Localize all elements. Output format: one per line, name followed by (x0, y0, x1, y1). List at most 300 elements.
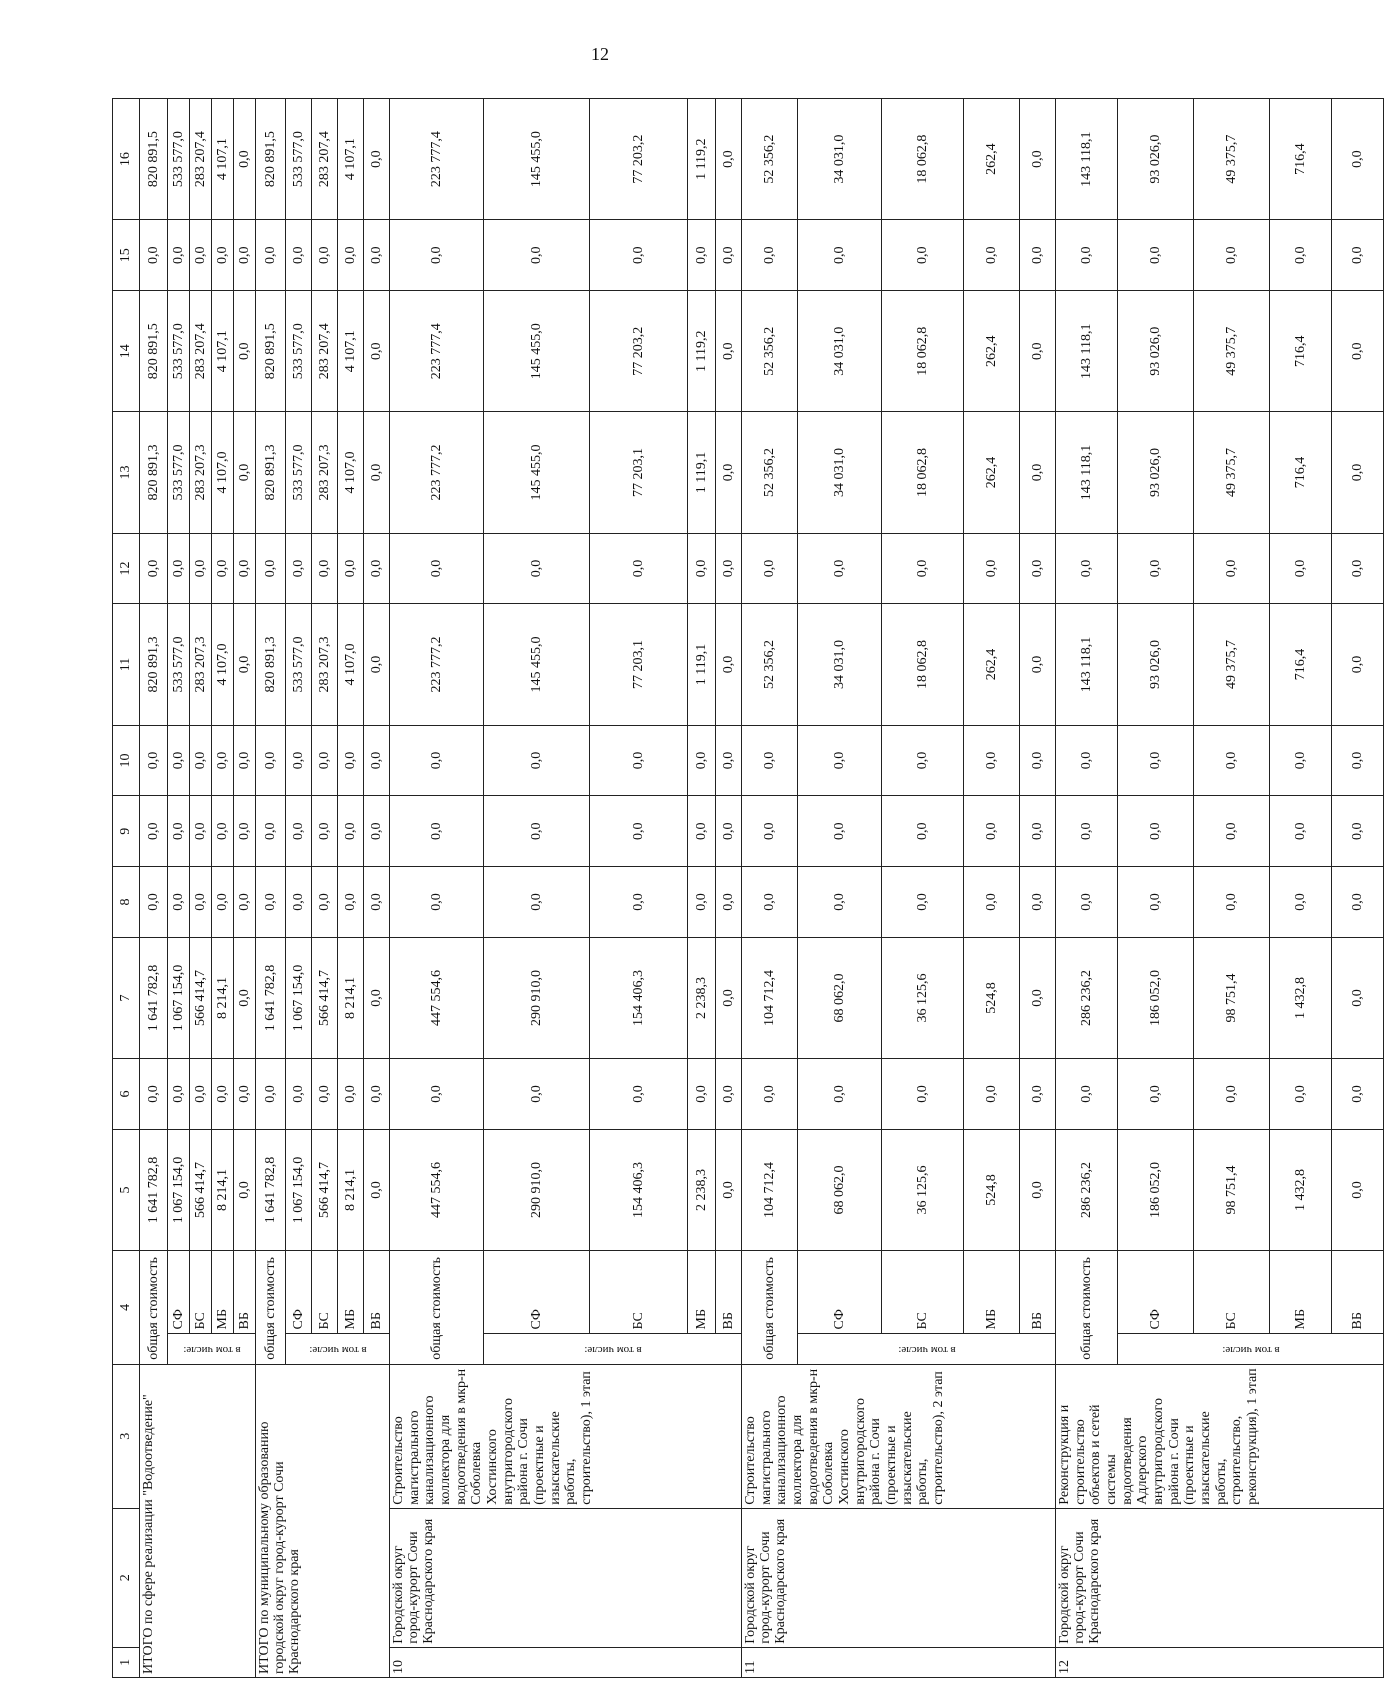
table-cell: 0,0 (256, 867, 286, 938)
table-cell: 93 026,0 (1118, 412, 1194, 533)
project-description: Реконструкция и строительство объектов и сетей системы водоотведения Адлерского внутригородского района г. Сочи (проектные и изыскательские работы, строительство, реконструкция), 1 этап (1056, 1364, 1384, 1508)
table-cell: 0,0 (168, 533, 190, 604)
col-number: 7 (113, 937, 140, 1058)
table-cell: 0,0 (364, 937, 390, 1058)
table-cell: 0,0 (590, 725, 688, 796)
table-row (742, 99, 798, 1678)
table-cell: 0,0 (1270, 220, 1332, 291)
table-cell: 262,4 (964, 412, 1020, 533)
table-cell: 0,0 (338, 725, 364, 796)
table-cell: 0,0 (286, 220, 312, 291)
table-cell: 286 236,2 (1056, 937, 1118, 1058)
table-cell: 0,0 (1118, 533, 1194, 604)
table-cell: 0,0 (364, 412, 390, 533)
table-cell: 0,0 (364, 1129, 390, 1250)
col-number: 13 (113, 412, 140, 533)
table-cell: 0,0 (1020, 533, 1056, 604)
funding-source-vb: ВБ (716, 1251, 742, 1334)
table-cell: 0,0 (1020, 412, 1056, 533)
table-cell: 283 207,3 (190, 604, 212, 725)
table-cell: 0,0 (742, 867, 798, 938)
funding-source-vb: ВБ (364, 1251, 390, 1334)
table-cell: 0,0 (688, 1059, 716, 1130)
table-cell: 0,0 (212, 220, 234, 291)
table-cell: 0,0 (1194, 725, 1270, 796)
table-cell: 0,0 (364, 867, 390, 938)
table-cell: 0,0 (364, 220, 390, 291)
municipality-name: Городской округ город-курорт Сочи Краснодарского края (742, 1508, 1056, 1647)
table-cell: 566 414,7 (312, 1129, 338, 1250)
table-cell: 0,0 (364, 796, 390, 867)
table-cell: 0,0 (964, 220, 1020, 291)
table-row (390, 99, 484, 1678)
total-cost-label: общая стоимость (390, 1251, 484, 1365)
col-number: 2 (113, 1508, 140, 1647)
table-cell: 0,0 (1020, 1129, 1056, 1250)
table-cell: 716,4 (1270, 412, 1332, 533)
including-label-cell (168, 1334, 256, 1364)
table-cell: 0,0 (798, 796, 882, 867)
table-cell: 0,0 (140, 867, 168, 938)
table-cell: 1 119,2 (688, 99, 716, 220)
col-number: 4 (113, 1251, 140, 1365)
table-cell: 0,0 (1056, 1059, 1118, 1130)
table-cell: 0,0 (256, 533, 286, 604)
table-cell: 0,0 (190, 220, 212, 291)
row-number: 11 (742, 1647, 1056, 1677)
column-number-row (113, 99, 140, 1678)
table-cell: 0,0 (688, 867, 716, 938)
table-cell: 0,0 (168, 796, 190, 867)
table-cell: 262,4 (964, 99, 1020, 220)
table-cell: 52 356,2 (742, 99, 798, 220)
table-cell: 533 577,0 (286, 604, 312, 725)
table-cell: 0,0 (742, 725, 798, 796)
table-cell: 0,0 (1020, 1059, 1056, 1130)
col-number: 16 (113, 99, 140, 220)
including-label: в том числе: (583, 1344, 642, 1357)
table-cell: 0,0 (688, 533, 716, 604)
table-cell: 0,0 (312, 796, 338, 867)
col-number: 10 (113, 725, 140, 796)
table-cell: 820 891,3 (140, 412, 168, 533)
table-cell: 0,0 (1270, 725, 1332, 796)
table-cell: 533 577,0 (286, 291, 312, 412)
table-cell: 0,0 (484, 796, 590, 867)
table-cell: 0,0 (1118, 220, 1194, 291)
table-cell: 0,0 (1056, 220, 1118, 291)
including-label: в том числе: (897, 1344, 956, 1357)
table-cell: 0,0 (286, 796, 312, 867)
table-cell: 820 891,5 (256, 99, 286, 220)
table-cell: 0,0 (1332, 725, 1384, 796)
table-cell: 0,0 (1332, 867, 1384, 938)
table-cell: 0,0 (364, 291, 390, 412)
table-cell: 820 891,5 (140, 291, 168, 412)
table-cell: 0,0 (256, 725, 286, 796)
table-cell: 0,0 (484, 1059, 590, 1130)
table-cell: 0,0 (1020, 220, 1056, 291)
including-label: в том числе: (1221, 1344, 1280, 1357)
table-cell: 0,0 (484, 533, 590, 604)
table-cell: 0,0 (964, 1059, 1020, 1130)
table-cell: 0,0 (338, 867, 364, 938)
table-cell: 77 203,1 (590, 412, 688, 533)
table-row (256, 99, 286, 1678)
table-cell: 0,0 (1056, 796, 1118, 867)
table-cell: 0,0 (234, 937, 256, 1058)
project-description: Строительство магистрального канализационного коллектора для водоотведения в мкр-н Соболевка Хостинского внутригородского района г. Сочи (проектные и изыскательские работы, строительство), 1 этап (390, 1364, 742, 1508)
table-cell: 820 891,3 (140, 604, 168, 725)
table-cell: 0,0 (1194, 220, 1270, 291)
table-cell: 0,0 (590, 867, 688, 938)
funding-source-bs: БС (882, 1251, 964, 1334)
table-cell: 0,0 (364, 533, 390, 604)
table-cell: 34 031,0 (798, 412, 882, 533)
table-cell: 0,0 (716, 796, 742, 867)
table-cell: 143 118,1 (1056, 412, 1118, 533)
table-cell: 0,0 (590, 220, 688, 291)
table-cell: 0,0 (338, 220, 364, 291)
table-cell: 566 414,7 (312, 937, 338, 1058)
table-cell: 0,0 (140, 1059, 168, 1130)
table-cell: 1 067 154,0 (286, 1129, 312, 1250)
table-cell: 447 554,6 (390, 1129, 484, 1250)
table-cell: 0,0 (312, 533, 338, 604)
table-cell: 49 375,7 (1194, 99, 1270, 220)
rotated-table-wrapper (112, 98, 1365, 1678)
col-number: 8 (113, 867, 140, 938)
table-cell: 1 119,1 (688, 412, 716, 533)
table-cell: 0,0 (742, 1059, 798, 1130)
table-cell: 1 432,8 (1270, 1129, 1332, 1250)
funding-source-sf: СФ (168, 1251, 190, 1334)
table-cell: 533 577,0 (168, 412, 190, 533)
table-cell: 0,0 (286, 1059, 312, 1130)
table-cell: 93 026,0 (1118, 99, 1194, 220)
table-cell: 0,0 (1020, 867, 1056, 938)
table-cell: 716,4 (1270, 291, 1332, 412)
table-cell: 0,0 (1194, 796, 1270, 867)
table-cell: 52 356,2 (742, 604, 798, 725)
including-label: в том числе: (182, 1344, 241, 1357)
table-cell: 0,0 (1194, 1059, 1270, 1130)
table-cell: 0,0 (234, 796, 256, 867)
table-cell: 4 107,1 (212, 99, 234, 220)
table-cell: 1 641 782,8 (256, 937, 286, 1058)
table-cell: 49 375,7 (1194, 412, 1270, 533)
table-cell: 143 118,1 (1056, 604, 1118, 725)
table-cell: 0,0 (716, 937, 742, 1058)
total-cost-label: общая стоимость (1056, 1251, 1118, 1365)
table-cell: 18 062,8 (882, 604, 964, 725)
table-cell: 0,0 (256, 796, 286, 867)
table-cell: 0,0 (590, 796, 688, 867)
including-label-cell (1118, 1334, 1384, 1364)
table-cell: 0,0 (1020, 937, 1056, 1058)
table-cell: 0,0 (716, 220, 742, 291)
table-cell: 186 052,0 (1118, 937, 1194, 1058)
table-cell: 0,0 (590, 533, 688, 604)
table-cell: 533 577,0 (168, 604, 190, 725)
table-cell: 0,0 (286, 533, 312, 604)
col-number: 12 (113, 533, 140, 604)
table-cell: 34 031,0 (798, 99, 882, 220)
table-cell: 0,0 (1020, 796, 1056, 867)
table-cell: 0,0 (390, 725, 484, 796)
including-label-cell (798, 1334, 1056, 1364)
table-cell: 524,8 (964, 937, 1020, 1058)
table-cell: 0,0 (338, 1059, 364, 1130)
summary-title: ИТОГО по муниципальному образованию городской округ город-курорт Сочи Краснодарского края (256, 1364, 390, 1677)
table-cell: 93 026,0 (1118, 291, 1194, 412)
table-cell: 0,0 (716, 725, 742, 796)
table-cell: 262,4 (964, 291, 1020, 412)
table-cell: 0,0 (234, 1059, 256, 1130)
table-cell: 0,0 (168, 220, 190, 291)
row-number: 10 (390, 1647, 742, 1677)
table-cell: 0,0 (688, 725, 716, 796)
table-cell: 0,0 (190, 725, 212, 796)
table-cell: 1 067 154,0 (168, 1129, 190, 1250)
table-cell: 0,0 (882, 867, 964, 938)
table-cell: 283 207,4 (312, 99, 338, 220)
table-cell: 0,0 (1056, 533, 1118, 604)
table-cell: 820 891,5 (140, 99, 168, 220)
table-cell: 0,0 (168, 725, 190, 796)
table-cell: 0,0 (1118, 725, 1194, 796)
table-cell: 0,0 (286, 867, 312, 938)
table-cell: 0,0 (798, 1059, 882, 1130)
table-cell: 0,0 (1270, 1059, 1332, 1130)
funding-source-mb: МБ (964, 1251, 1020, 1334)
table-cell: 0,0 (234, 412, 256, 533)
funding-table (112, 98, 1384, 1678)
including-label-cell (286, 1334, 390, 1364)
table-cell: 1 067 154,0 (286, 937, 312, 1058)
table-cell: 0,0 (140, 796, 168, 867)
table-cell: 0,0 (190, 1059, 212, 1130)
table-cell: 0,0 (364, 1059, 390, 1130)
table-cell: 0,0 (1332, 220, 1384, 291)
table-cell: 0,0 (716, 533, 742, 604)
table-cell: 77 203,1 (590, 604, 688, 725)
table-cell: 0,0 (364, 99, 390, 220)
table-cell: 0,0 (234, 99, 256, 220)
table-cell: 0,0 (798, 867, 882, 938)
table-cell: 566 414,7 (190, 1129, 212, 1250)
table-cell: 0,0 (1332, 412, 1384, 533)
table-cell: 68 062,0 (798, 1129, 882, 1250)
table-cell: 98 751,4 (1194, 1129, 1270, 1250)
table-cell: 820 891,5 (256, 291, 286, 412)
col-number: 5 (113, 1129, 140, 1250)
table-cell: 0,0 (1270, 867, 1332, 938)
table-cell: 1 067 154,0 (168, 937, 190, 1058)
table-cell: 0,0 (964, 796, 1020, 867)
table-cell: 4 107,0 (338, 412, 364, 533)
table-cell: 36 125,6 (882, 937, 964, 1058)
table-cell: 8 214,1 (338, 937, 364, 1058)
table-cell: 145 455,0 (484, 291, 590, 412)
funding-source-sf: СФ (798, 1251, 882, 1334)
table-cell: 49 375,7 (1194, 604, 1270, 725)
col-number: 11 (113, 604, 140, 725)
table-cell: 286 236,2 (1056, 1129, 1118, 1250)
table-cell: 0,0 (212, 867, 234, 938)
table-cell: 0,0 (212, 725, 234, 796)
table-cell: 0,0 (742, 533, 798, 604)
table-cell: 0,0 (234, 1129, 256, 1250)
table-cell: 0,0 (882, 796, 964, 867)
table-cell: 0,0 (484, 867, 590, 938)
including-label-cell (484, 1334, 742, 1364)
table-cell: 0,0 (190, 533, 212, 604)
table-cell: 4 107,1 (338, 99, 364, 220)
table-cell: 1 641 782,8 (140, 1129, 168, 1250)
table-cell: 8 214,1 (212, 1129, 234, 1250)
funding-source-sf: СФ (484, 1251, 590, 1334)
table-cell: 4 107,1 (338, 291, 364, 412)
table-cell: 0,0 (742, 796, 798, 867)
table-cell: 0,0 (256, 220, 286, 291)
table-cell: 0,0 (1020, 291, 1056, 412)
table-cell: 0,0 (1332, 937, 1384, 1058)
table-cell: 0,0 (390, 533, 484, 604)
table-cell: 0,0 (234, 220, 256, 291)
funding-source-mb: МБ (212, 1251, 234, 1334)
table-cell: 145 455,0 (484, 412, 590, 533)
table-cell: 0,0 (882, 725, 964, 796)
table-cell: 0,0 (390, 867, 484, 938)
table-cell: 0,0 (312, 725, 338, 796)
funding-source-vb: ВБ (1020, 1251, 1056, 1334)
table-cell: 1 119,2 (688, 291, 716, 412)
table-cell: 0,0 (716, 291, 742, 412)
table-cell: 0,0 (1332, 533, 1384, 604)
table-cell: 1 641 782,8 (256, 1129, 286, 1250)
table-cell: 0,0 (234, 604, 256, 725)
table-cell: 0,0 (716, 1059, 742, 1130)
table-cell: 0,0 (716, 604, 742, 725)
table-cell: 104 712,4 (742, 1129, 798, 1250)
table-cell: 0,0 (484, 220, 590, 291)
table-cell: 0,0 (286, 725, 312, 796)
table-cell: 4 107,0 (212, 604, 234, 725)
funding-source-mb: МБ (688, 1251, 716, 1334)
table-cell: 0,0 (964, 725, 1020, 796)
table-cell: 145 455,0 (484, 604, 590, 725)
table-cell: 0,0 (1020, 725, 1056, 796)
table-row (1056, 99, 1118, 1678)
table-cell: 154 406,3 (590, 1129, 688, 1250)
table-cell: 0,0 (882, 1059, 964, 1130)
table-cell: 2 238,3 (688, 937, 716, 1058)
table-cell: 283 207,4 (312, 291, 338, 412)
table-cell: 77 203,2 (590, 291, 688, 412)
table-cell: 0,0 (338, 533, 364, 604)
summary-title: ИТОГО по сфере реализации "Водоотведение" (140, 1364, 256, 1677)
table-cell: 283 207,4 (190, 99, 212, 220)
table-cell: 8 214,1 (212, 937, 234, 1058)
table-cell: 0,0 (190, 867, 212, 938)
table-cell: 820 891,3 (256, 604, 286, 725)
table-cell: 0,0 (798, 533, 882, 604)
table-cell: 8 214,1 (338, 1129, 364, 1250)
table-cell: 0,0 (256, 1059, 286, 1130)
table-cell: 716,4 (1270, 99, 1332, 220)
funding-source-vb: ВБ (1332, 1251, 1384, 1334)
table-cell: 0,0 (716, 412, 742, 533)
table-cell: 566 414,7 (190, 937, 212, 1058)
table-cell: 1 641 782,8 (140, 937, 168, 1058)
table-cell: 0,0 (1332, 1129, 1384, 1250)
table-cell: 98 751,4 (1194, 937, 1270, 1058)
table-cell: 0,0 (798, 725, 882, 796)
table-cell: 0,0 (688, 796, 716, 867)
funding-source-sf: СФ (1118, 1251, 1194, 1334)
total-cost-label: общая стоимость (742, 1251, 798, 1365)
table-cell: 0,0 (1332, 291, 1384, 412)
table-cell: 283 207,3 (312, 412, 338, 533)
table-cell: 0,0 (590, 1059, 688, 1130)
table-cell: 4 107,0 (212, 412, 234, 533)
table-cell: 0,0 (1332, 796, 1384, 867)
table-cell: 0,0 (234, 533, 256, 604)
table-cell: 283 207,3 (312, 604, 338, 725)
table-cell: 0,0 (312, 867, 338, 938)
table-cell: 145 455,0 (484, 99, 590, 220)
table-row (140, 99, 168, 1678)
table-cell: 0,0 (390, 220, 484, 291)
table-cell: 18 062,8 (882, 291, 964, 412)
table-cell: 0,0 (390, 796, 484, 867)
table-cell: 0,0 (168, 867, 190, 938)
table-cell: 0,0 (234, 725, 256, 796)
table-cell: 0,0 (1270, 796, 1332, 867)
col-number: 6 (113, 1059, 140, 1130)
table-cell: 143 118,1 (1056, 99, 1118, 220)
table-cell: 34 031,0 (798, 604, 882, 725)
table-cell: 1 119,1 (688, 604, 716, 725)
table-cell: 820 891,3 (256, 412, 286, 533)
table-cell: 533 577,0 (168, 291, 190, 412)
row-number: 12 (1056, 1647, 1384, 1677)
table-cell: 0,0 (140, 725, 168, 796)
table-cell: 0,0 (338, 796, 364, 867)
table-cell: 223 777,2 (390, 604, 484, 725)
table-cell: 0,0 (234, 291, 256, 412)
table-cell: 52 356,2 (742, 412, 798, 533)
page-number: 12 (591, 44, 609, 64)
table-cell: 0,0 (1056, 725, 1118, 796)
table-cell: 0,0 (312, 220, 338, 291)
table-cell: 0,0 (716, 1129, 742, 1250)
table-cell: 0,0 (1020, 99, 1056, 220)
municipality-name: Городской округ город-курорт Сочи Краснодарского края (390, 1508, 742, 1647)
table-cell: 18 062,8 (882, 99, 964, 220)
table-cell: 0,0 (1332, 99, 1384, 220)
total-cost-label: общая стоимость (256, 1251, 286, 1365)
funding-source-bs: БС (590, 1251, 688, 1334)
table-cell: 223 777,4 (390, 99, 484, 220)
table-cell: 77 203,2 (590, 99, 688, 220)
col-number: 14 (113, 291, 140, 412)
table-cell: 0,0 (364, 604, 390, 725)
table-cell: 1 432,8 (1270, 937, 1332, 1058)
table-cell: 0,0 (1020, 604, 1056, 725)
funding-source-bs: БС (1194, 1251, 1270, 1334)
